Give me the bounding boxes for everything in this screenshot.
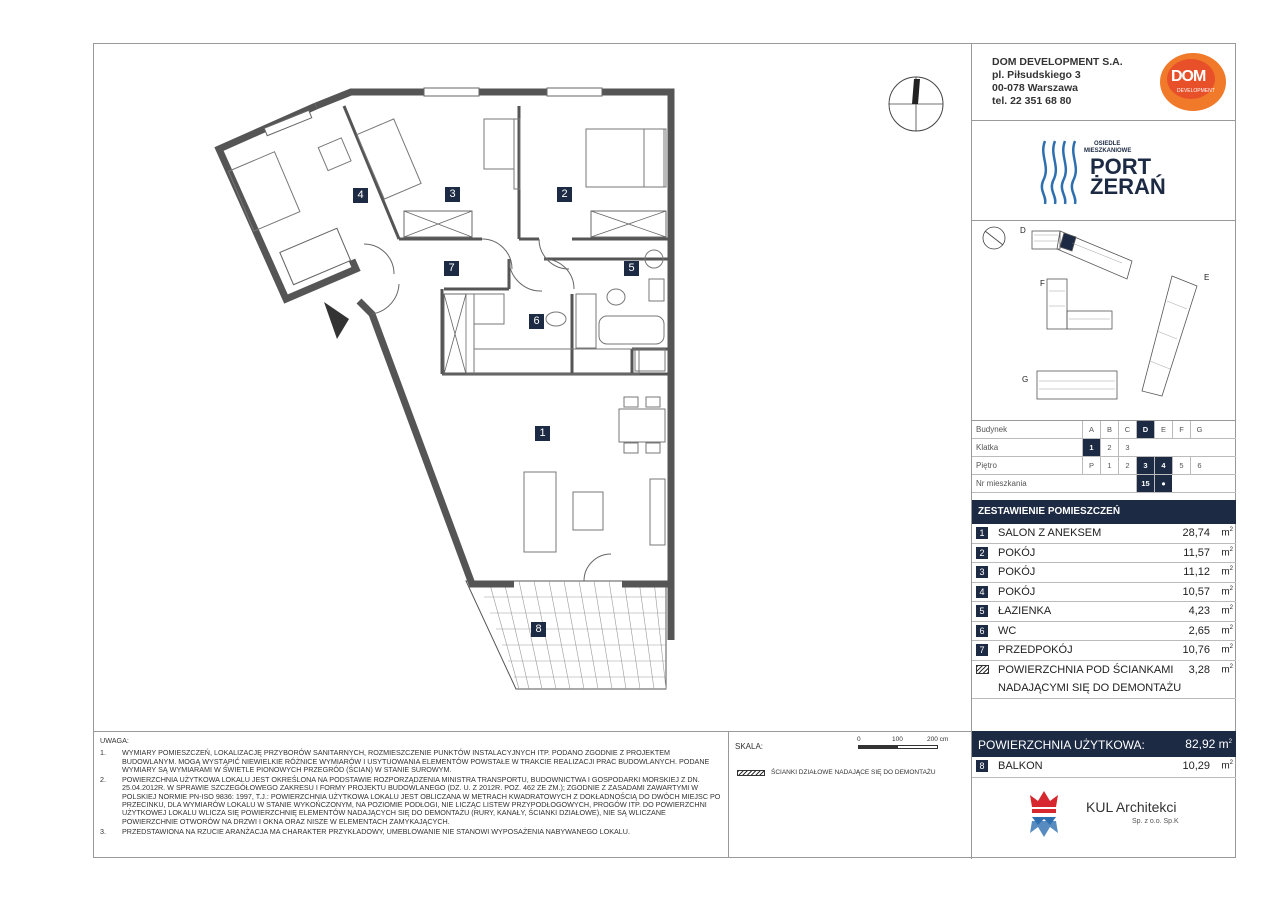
demolition-row-2: NADAJĄCYMI SIĘ DO DEMONTAŻU bbox=[972, 679, 1236, 699]
architect-block bbox=[972, 777, 1236, 859]
site-label-d: D bbox=[1020, 226, 1026, 235]
info-column bbox=[971, 44, 1236, 859]
building-f: F bbox=[1172, 421, 1190, 438]
building-b: B bbox=[1100, 421, 1118, 438]
staircase-3: 3 bbox=[1118, 439, 1136, 456]
kul-logo-icon bbox=[1024, 789, 1064, 839]
inner-walls bbox=[344, 106, 669, 374]
windows bbox=[264, 88, 602, 136]
floor-5: 5 bbox=[1172, 457, 1190, 474]
scale-bar bbox=[858, 745, 938, 749]
room-row: 7 PRZEDPOKÓJ 10,76 $m^2$ bbox=[972, 641, 1236, 661]
staircase-1: 1 bbox=[1082, 439, 1100, 456]
room-row: 6 WC 2,65 $m^2$ bbox=[972, 622, 1236, 642]
furniture bbox=[228, 119, 666, 552]
demolition-legend-icon bbox=[737, 770, 765, 776]
building-row: Budynek A B C D E F G bbox=[972, 421, 1236, 439]
developer-phone: tel. 22 351 68 80 bbox=[992, 95, 1072, 107]
apartment-number-row: Nr mieszkania 15 ● bbox=[972, 475, 1236, 493]
room-label-7: 7 bbox=[444, 261, 459, 276]
total-area-value: 82,92 bbox=[1185, 737, 1216, 751]
estate-logo bbox=[972, 121, 1236, 221]
site-map bbox=[972, 221, 1236, 421]
scale-tick-200: 200 cm bbox=[927, 736, 949, 743]
estate-line-1: OSIEDLE bbox=[1094, 141, 1121, 147]
architect-sub: Sp. z o.o. Sp.K bbox=[1132, 818, 1179, 825]
building-g: G bbox=[1190, 421, 1208, 438]
note-number: 2. bbox=[100, 775, 106, 785]
plan-sheet bbox=[93, 43, 1236, 858]
developer-address-2: 00-078 Warszawa bbox=[992, 82, 1078, 94]
demolition-legend-label: ŚCIANKI DZIAŁOWE NADAJĄCE SIĘ DO DEMONTAŻU bbox=[771, 769, 936, 776]
floor-3: 3 bbox=[1136, 457, 1154, 474]
room-row: 1 SALON Z ANEKSEM 28,74 $m^2$ bbox=[972, 524, 1236, 544]
room-row: 2 POKÓJ 11,57 $m^2$ bbox=[972, 544, 1236, 564]
note-text: WYMIARY POMIESZCZEŃ, LOKALIZACJĘ PRZYBORÓW SANITARNYCH, ROZMIESZCZENIE PUNKTÓW INSTALACYJNYCH ITP. PODANO ZGODNIE Z PROJEKTEM BUDOWLANYM. MOGĄ WYSTĄPIĆ NIEWIELKIE RÓŻNICE WYMIARÓW I USYTUOWANIA ELEMENTÓW POWSTAŁE W TRAKCIE REALIZACJI PRAC BUDOWLANYCH. PODANE WYMIARY SĄ WYMIARAMI W ŚWIETLE PIONOWYCH PRZEGRÓD (ŚCIAN) W STANIE SUROWYM. bbox=[122, 748, 710, 774]
floor-row: Piętro P 1 2 3 4 5 6 bbox=[972, 457, 1236, 475]
estate-name-2: ŻERAŃ bbox=[1090, 174, 1166, 199]
floor-1: 1 bbox=[1100, 457, 1118, 474]
building-a: A bbox=[1082, 421, 1100, 438]
scale-tick-100: 100 bbox=[892, 736, 903, 743]
apartment-marker-icon: ● bbox=[1154, 475, 1172, 492]
scale-label: SKALA: bbox=[735, 742, 764, 751]
wave-logo-icon bbox=[1037, 136, 1097, 206]
scale-section bbox=[729, 731, 971, 858]
room-row: 3 POKÓJ 11,12 $m^2$ bbox=[972, 563, 1236, 583]
room-label-3: 3 bbox=[445, 187, 460, 202]
note-number: 3. bbox=[100, 826, 106, 836]
building-d: D bbox=[1136, 421, 1154, 438]
developer-address-1: pl. Piłsudskiego 3 bbox=[992, 69, 1081, 81]
room-label-1: 1 bbox=[535, 426, 550, 441]
room-label-4: 4 bbox=[353, 188, 368, 203]
note-number: 1. bbox=[100, 748, 106, 758]
room-label-6: 6 bbox=[529, 314, 544, 329]
site-map-drawing bbox=[972, 221, 1237, 421]
balcony-row: 8 BALKON 10,29 $m^2$ bbox=[972, 757, 1236, 778]
floor-4: 4 bbox=[1154, 457, 1172, 474]
floor-6: 6 bbox=[1190, 457, 1208, 474]
floor-plan bbox=[94, 44, 971, 731]
floor-p: P bbox=[1082, 457, 1100, 474]
developer-block bbox=[972, 44, 1236, 121]
rooms-list bbox=[972, 524, 1236, 699]
note-text: POWIERZCHNIA UŻYTKOWA LOKALU JEST OKREŚLONA NA PODSTAWIE ROZPORZĄDZENIA MINISTRA TRANSPORTU, BUDOWNICTWA I GOSPODARKI MORSKIEJ Z DN. 25.04.2012R. W SPRAWIE SZCZEGÓŁOWEGO ZAKRESU I FORMY PROJEKTU BUDOWLANEGO (DZ. U. Z 2012R. POZ. 462 ZE ZM.); ZGODNIE Z ZASADAMI ZAWARTYMI W POLSKIEJ NORMIE PN-ISO 9836: 1997, T.J.: POWIERZCHNIA UŻYTKOWA LOKALU JEST OBLICZANA W METRACH KWADRATOWYCH Z DOKŁADNOŚCIĄ DO DWÓCH MIEJSC PO PRZECINKU, DLA WYMIARÓW LOKALU W STANIE WYKOŃCZONYM, NA POZIOMIE PODŁOGI, NIE LICZĄC LISTEW PRZYPODŁOGOWYCH, PROGÓW ITP. DO POWIERZCHNI UŻYTKOWEJ LOKALU WLICZA SIĘ POWIERZCHNIĘ ELEMENTÓW NADAJĄCYCH SIĘ DO DEMONTAŻU (RURY, KANAŁY, ŚCIANKI DZIAŁOWE), NIE SĄ WLICZANE POWIERZCHNIE OTWORÓW NA DRZWI I OKNA ORAZ NISZE W ELEMENTACH ZAMYKAJĄCYCH. bbox=[122, 775, 721, 826]
estate-line-2: MIESZKANIOWE bbox=[1084, 148, 1132, 154]
floor-2: 2 bbox=[1118, 457, 1136, 474]
building-e: E bbox=[1154, 421, 1172, 438]
staircase-2: 2 bbox=[1100, 439, 1118, 456]
apartment-number: 15 bbox=[1136, 475, 1154, 492]
staircase-row: Klatka 1 2 3 bbox=[972, 439, 1236, 457]
total-area-label: POWIERZCHNIA UŻYTKOWA: bbox=[978, 738, 1145, 752]
balcony-area bbox=[466, 581, 666, 689]
apartment-locator bbox=[972, 421, 1236, 493]
estate-name-1: PORT bbox=[1090, 154, 1152, 179]
room-row: 5 ŁAZIENKA 4,23 $m^2$ bbox=[972, 602, 1236, 622]
site-label-g: G bbox=[1022, 375, 1029, 384]
building-c: C bbox=[1118, 421, 1136, 438]
north-arrow-icon bbox=[889, 77, 943, 131]
dom-development-logo: DOM DEVELOPMENT bbox=[1157, 50, 1227, 112]
site-label-f: F bbox=[1040, 279, 1045, 288]
room-label-2: 2 bbox=[557, 187, 572, 202]
outer-walls bbox=[219, 92, 671, 640]
hatch-icon bbox=[976, 665, 989, 674]
compass-icon bbox=[983, 227, 1005, 249]
rooms-title: ZESTAWIENIE POMIESZCZEŃ bbox=[972, 500, 1236, 524]
entrance-arrow-icon bbox=[324, 302, 349, 339]
developer-name: DOM DEVELOPMENT S.A. bbox=[992, 56, 1123, 68]
total-area: POWIERZCHNIA UŻYTKOWA: 82,92 $m^2$ bbox=[972, 731, 1236, 757]
room-label-5: 5 bbox=[624, 261, 639, 276]
scale-tick-0: 0 bbox=[857, 736, 861, 743]
room-label-8: 8 bbox=[531, 622, 546, 637]
note-text: PRZEDSTAWIONA NA RZUCIE ARANŻACJA MA CHARAKTER PRZYKŁADOWY, UMEBLOWANIE NIE STANOWI WYPOSAŻENIA NABYWANEGO LOKALU. bbox=[122, 826, 630, 836]
notes-title: UWAGA: bbox=[100, 736, 129, 745]
notes-section bbox=[94, 731, 729, 858]
architect-name: KUL Architekci bbox=[1086, 799, 1177, 815]
room-row: 4 POKÓJ 10,57 $m^2$ bbox=[972, 583, 1236, 603]
demolition-row: POWIERZCHNIA POD ŚCIANKAMI 3,28 $m^2$ bbox=[972, 661, 1236, 680]
site-label-e: E bbox=[1204, 273, 1210, 282]
